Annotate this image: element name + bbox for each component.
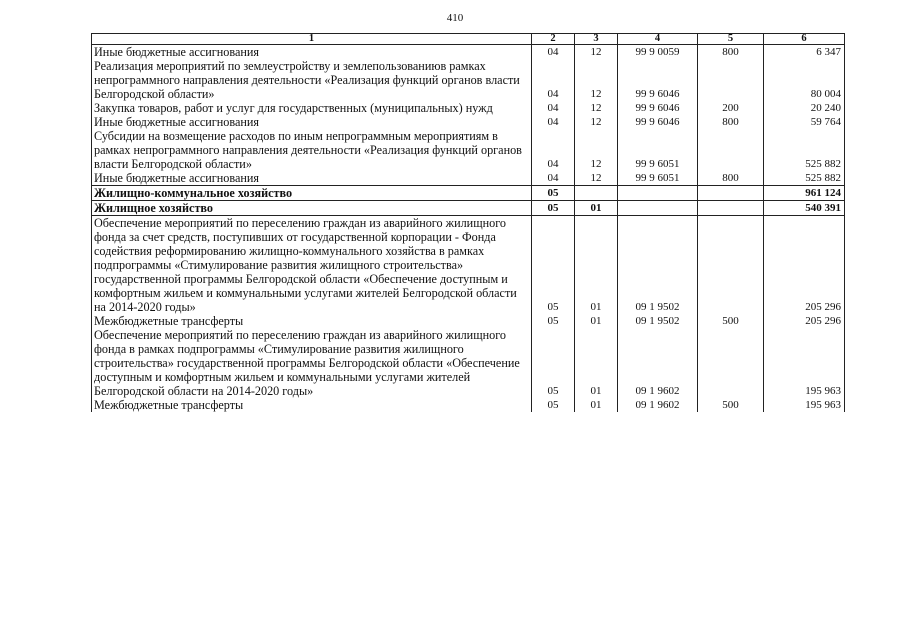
row-subsection-code: 01 <box>575 398 618 412</box>
row-target-article: 99 9 6046 <box>618 59 698 101</box>
row-amount: 525 882 <box>764 171 845 186</box>
row-target-article: 09 1 9602 <box>618 398 698 412</box>
row-section-code: 05 <box>532 216 575 315</box>
row-expense-type: 500 <box>698 314 764 328</box>
row-amount: 525 882 <box>764 129 845 171</box>
row-section-code: 05 <box>532 398 575 412</box>
column-header-1: 1 <box>92 34 532 45</box>
row-name: Иные бюджетные ассигнования <box>92 171 532 186</box>
row-target-article: 99 9 0059 <box>618 45 698 60</box>
table-body <box>92 45 845 413</box>
row-expense-type <box>698 129 764 171</box>
row-amount: 540 391 <box>764 201 845 216</box>
row-name: Жилищно-коммунальное хозяйство <box>92 186 532 201</box>
row-subsection-code: 12 <box>575 171 618 186</box>
row-section-code: 04 <box>532 101 575 115</box>
row-amount: 205 296 <box>764 314 845 328</box>
row-section-code: 04 <box>532 129 575 171</box>
table-row <box>92 171 845 186</box>
table-row <box>92 115 845 129</box>
row-name: Межбюджетные трансферты <box>92 398 532 412</box>
row-subsection-code: 12 <box>575 101 618 115</box>
row-name: Реализация мероприятий по землеустройству и землепользованиюв рамках непрограммного направления деятельности «Реализация функций органов власти Белгородской области» <box>92 59 532 101</box>
table-row <box>92 45 845 60</box>
row-name: Обеспечение мероприятий по переселению граждан из аварийного жилищного фонда за счет средств, поступивших от государственной корпорации - Фонда содействия реформированию жилищно-коммунального хозяйства в рамках подпрограммы «Стимулирование развития жилищного строительства» государственной программы Белгородской области «Обеспечение доступным и комфортным жильем и коммунальными услугами жителей Белгородской области на 2014-2020 годы» <box>92 216 532 315</box>
row-subsection-code: 01 <box>575 216 618 315</box>
row-expense-type: 200 <box>698 101 764 115</box>
row-subsection-code <box>575 186 618 201</box>
row-subsection-code: 01 <box>575 201 618 216</box>
column-header-4: 4 <box>618 34 698 45</box>
row-name: Межбюджетные трансферты <box>92 314 532 328</box>
row-target-article: 09 1 9502 <box>618 314 698 328</box>
row-expense-type: 800 <box>698 171 764 186</box>
row-subsection-code: 12 <box>575 59 618 101</box>
row-expense-type <box>698 186 764 201</box>
page-number: 410 <box>446 12 464 24</box>
row-amount: 961 124 <box>764 186 845 201</box>
table-row <box>92 328 845 398</box>
row-section-code: 05 <box>532 314 575 328</box>
table-row <box>92 216 845 315</box>
row-target-article: 09 1 9502 <box>618 216 698 315</box>
row-name: Иные бюджетные ассигнования <box>92 45 532 60</box>
row-target-article <box>618 201 698 216</box>
row-expense-type <box>698 201 764 216</box>
row-subsection-code: 01 <box>575 328 618 398</box>
row-name: Субсидии на возмещение расходов по иным непрограммным мероприятиям в рамках непрограммного направления деятельности «Реализация функций органов власти Белгородской области» <box>92 129 532 171</box>
row-amount: 20 240 <box>764 101 845 115</box>
row-target-article: 99 9 6046 <box>618 101 698 115</box>
row-name: Иные бюджетные ассигнования <box>92 115 532 129</box>
row-amount: 6 347 <box>764 45 845 60</box>
table-row <box>92 101 845 115</box>
row-subsection-code: 12 <box>575 45 618 60</box>
budget-table <box>91 33 845 412</box>
column-header-3: 3 <box>575 34 618 45</box>
row-expense-type <box>698 59 764 101</box>
row-expense-type: 800 <box>698 115 764 129</box>
row-amount: 80 004 <box>764 59 845 101</box>
row-name: Жилищное хозяйство <box>92 201 532 216</box>
row-section-code: 04 <box>532 171 575 186</box>
table-row <box>92 398 845 412</box>
row-expense-type <box>698 328 764 398</box>
table-row <box>92 59 845 101</box>
column-header-6: 6 <box>764 34 845 45</box>
row-expense-type: 800 <box>698 45 764 60</box>
row-section-code: 05 <box>532 186 575 201</box>
row-subsection-code: 12 <box>575 115 618 129</box>
row-target-article <box>618 186 698 201</box>
row-name: Закупка товаров, работ и услуг для государственных (муниципальных) нужд <box>92 101 532 115</box>
table-row <box>92 186 845 201</box>
row-section-code: 05 <box>532 201 575 216</box>
row-section-code: 04 <box>532 115 575 129</box>
row-target-article: 99 9 6051 <box>618 171 698 186</box>
row-name: Обеспечение мероприятий по переселению граждан из аварийного жилищного фонда в рамках подпрограммы «Стимулирование развития жилищного строительства» государственной программы Белгородской области «Обеспечение доступным и комфортным жильем и коммунальными услугами жителей Белгородской области на 2014-2020 годы» <box>92 328 532 398</box>
column-header-2: 2 <box>532 34 575 45</box>
table-row <box>92 129 845 171</box>
row-section-code: 04 <box>532 45 575 60</box>
row-subsection-code: 12 <box>575 129 618 171</box>
table-header-row <box>92 34 845 45</box>
row-expense-type <box>698 216 764 315</box>
row-subsection-code: 01 <box>575 314 618 328</box>
row-target-article: 09 1 9602 <box>618 328 698 398</box>
table-row <box>92 201 845 216</box>
row-section-code: 05 <box>532 328 575 398</box>
row-target-article: 99 9 6051 <box>618 129 698 171</box>
column-header-5: 5 <box>698 34 764 45</box>
row-target-article: 99 9 6046 <box>618 115 698 129</box>
row-expense-type: 500 <box>698 398 764 412</box>
row-amount: 59 764 <box>764 115 845 129</box>
table-row <box>92 314 845 328</box>
row-section-code: 04 <box>532 59 575 101</box>
row-amount: 195 963 <box>764 328 845 398</box>
row-amount: 195 963 <box>764 398 845 412</box>
row-amount: 205 296 <box>764 216 845 315</box>
